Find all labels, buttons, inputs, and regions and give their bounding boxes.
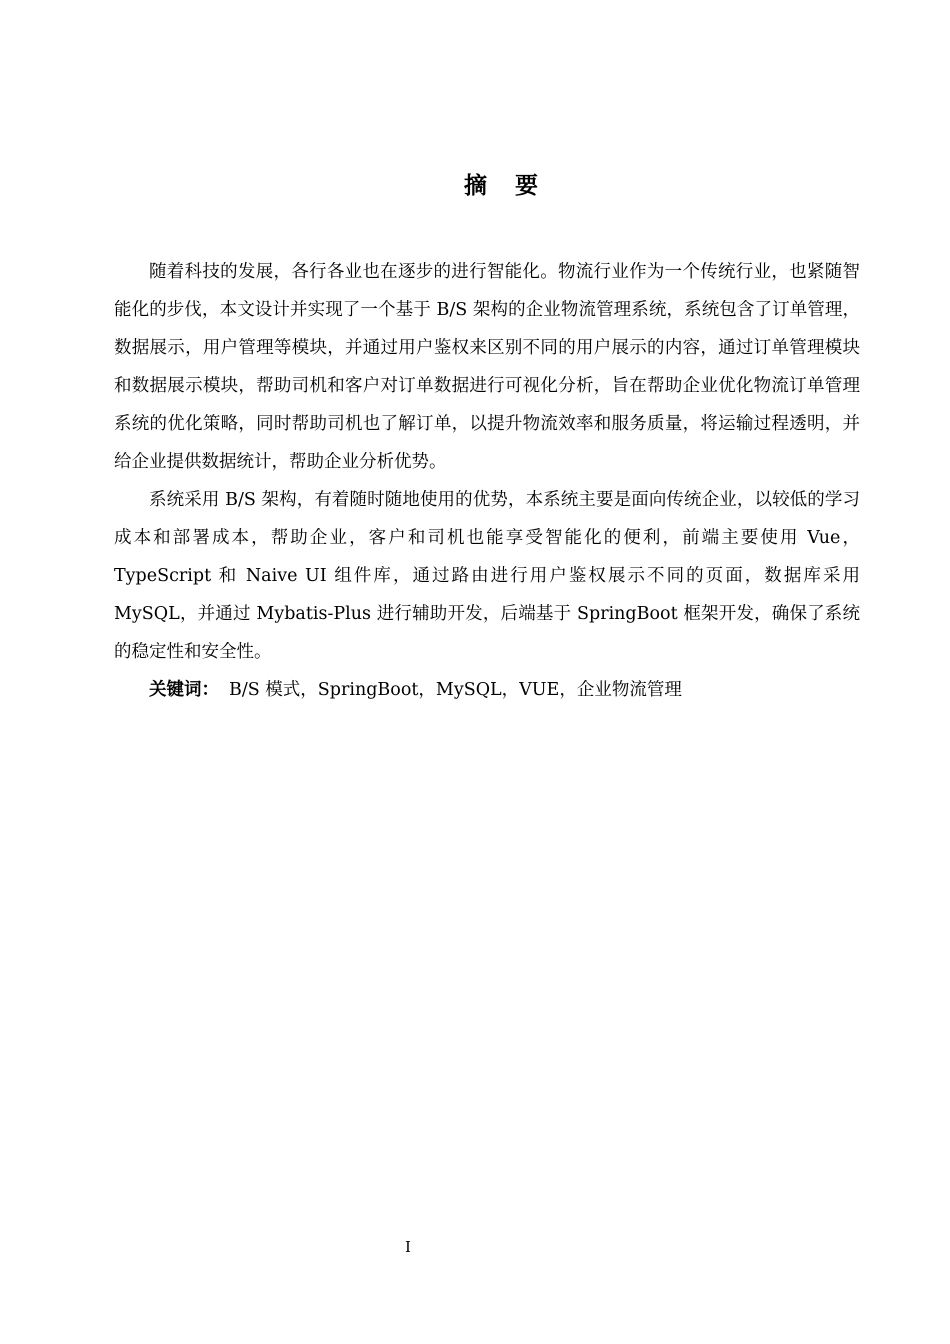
abstract-title: 摘 要 bbox=[463, 173, 548, 199]
abstract-paragraph-2: 系统采用 B/S 架构，有着随时随地使用的优势，本系统主要是面向传统企业，以较低的学习成本和部署成本，帮助企业，客户和司机也能享受智能化的便利，前端主要使用 Vue，TypeScript 和 Naive UI 组件库，通过路由进行用户鉴权展示不同的页面，数据库采用 MySQL，并通过 Mybatis-Plus 进行辅助开发，后端基于 SpringBoot 框架开发，确保了系统的稳定性和安全性。 bbox=[114, 490, 860, 662]
keywords-line bbox=[114, 671, 860, 709]
abstract-body bbox=[114, 253, 860, 709]
keywords-value: B/S 模式，SpringBoot，MySQL，VUE，企业物流管理 bbox=[229, 680, 682, 700]
page-number: I bbox=[405, 1238, 411, 1256]
abstract-paragraph-1: 随着科技的发展，各行各业也在逐步的进行智能化。物流行业作为一个传统行业，也紧随智能化的步伐，本文设计并实现了一个基于 B/S 架构的企业物流管理系统，系统包含了订单管理，数据展示，用户管理等模块，并通过用户鉴权来区别不同的用户展示的内容，通过订单管理模块和数据展示模块，帮助司机和客户对订单数据进行可视化分析，旨在帮助企业优化物流订单管理系统的优化策略，同时帮助司机也了解订单，以提升物流效率和服务质量，将运输过程透明，并给企业提供数据统计，帮助企业分析优势。 bbox=[114, 262, 860, 472]
keywords-label: 关键词： bbox=[149, 680, 219, 700]
